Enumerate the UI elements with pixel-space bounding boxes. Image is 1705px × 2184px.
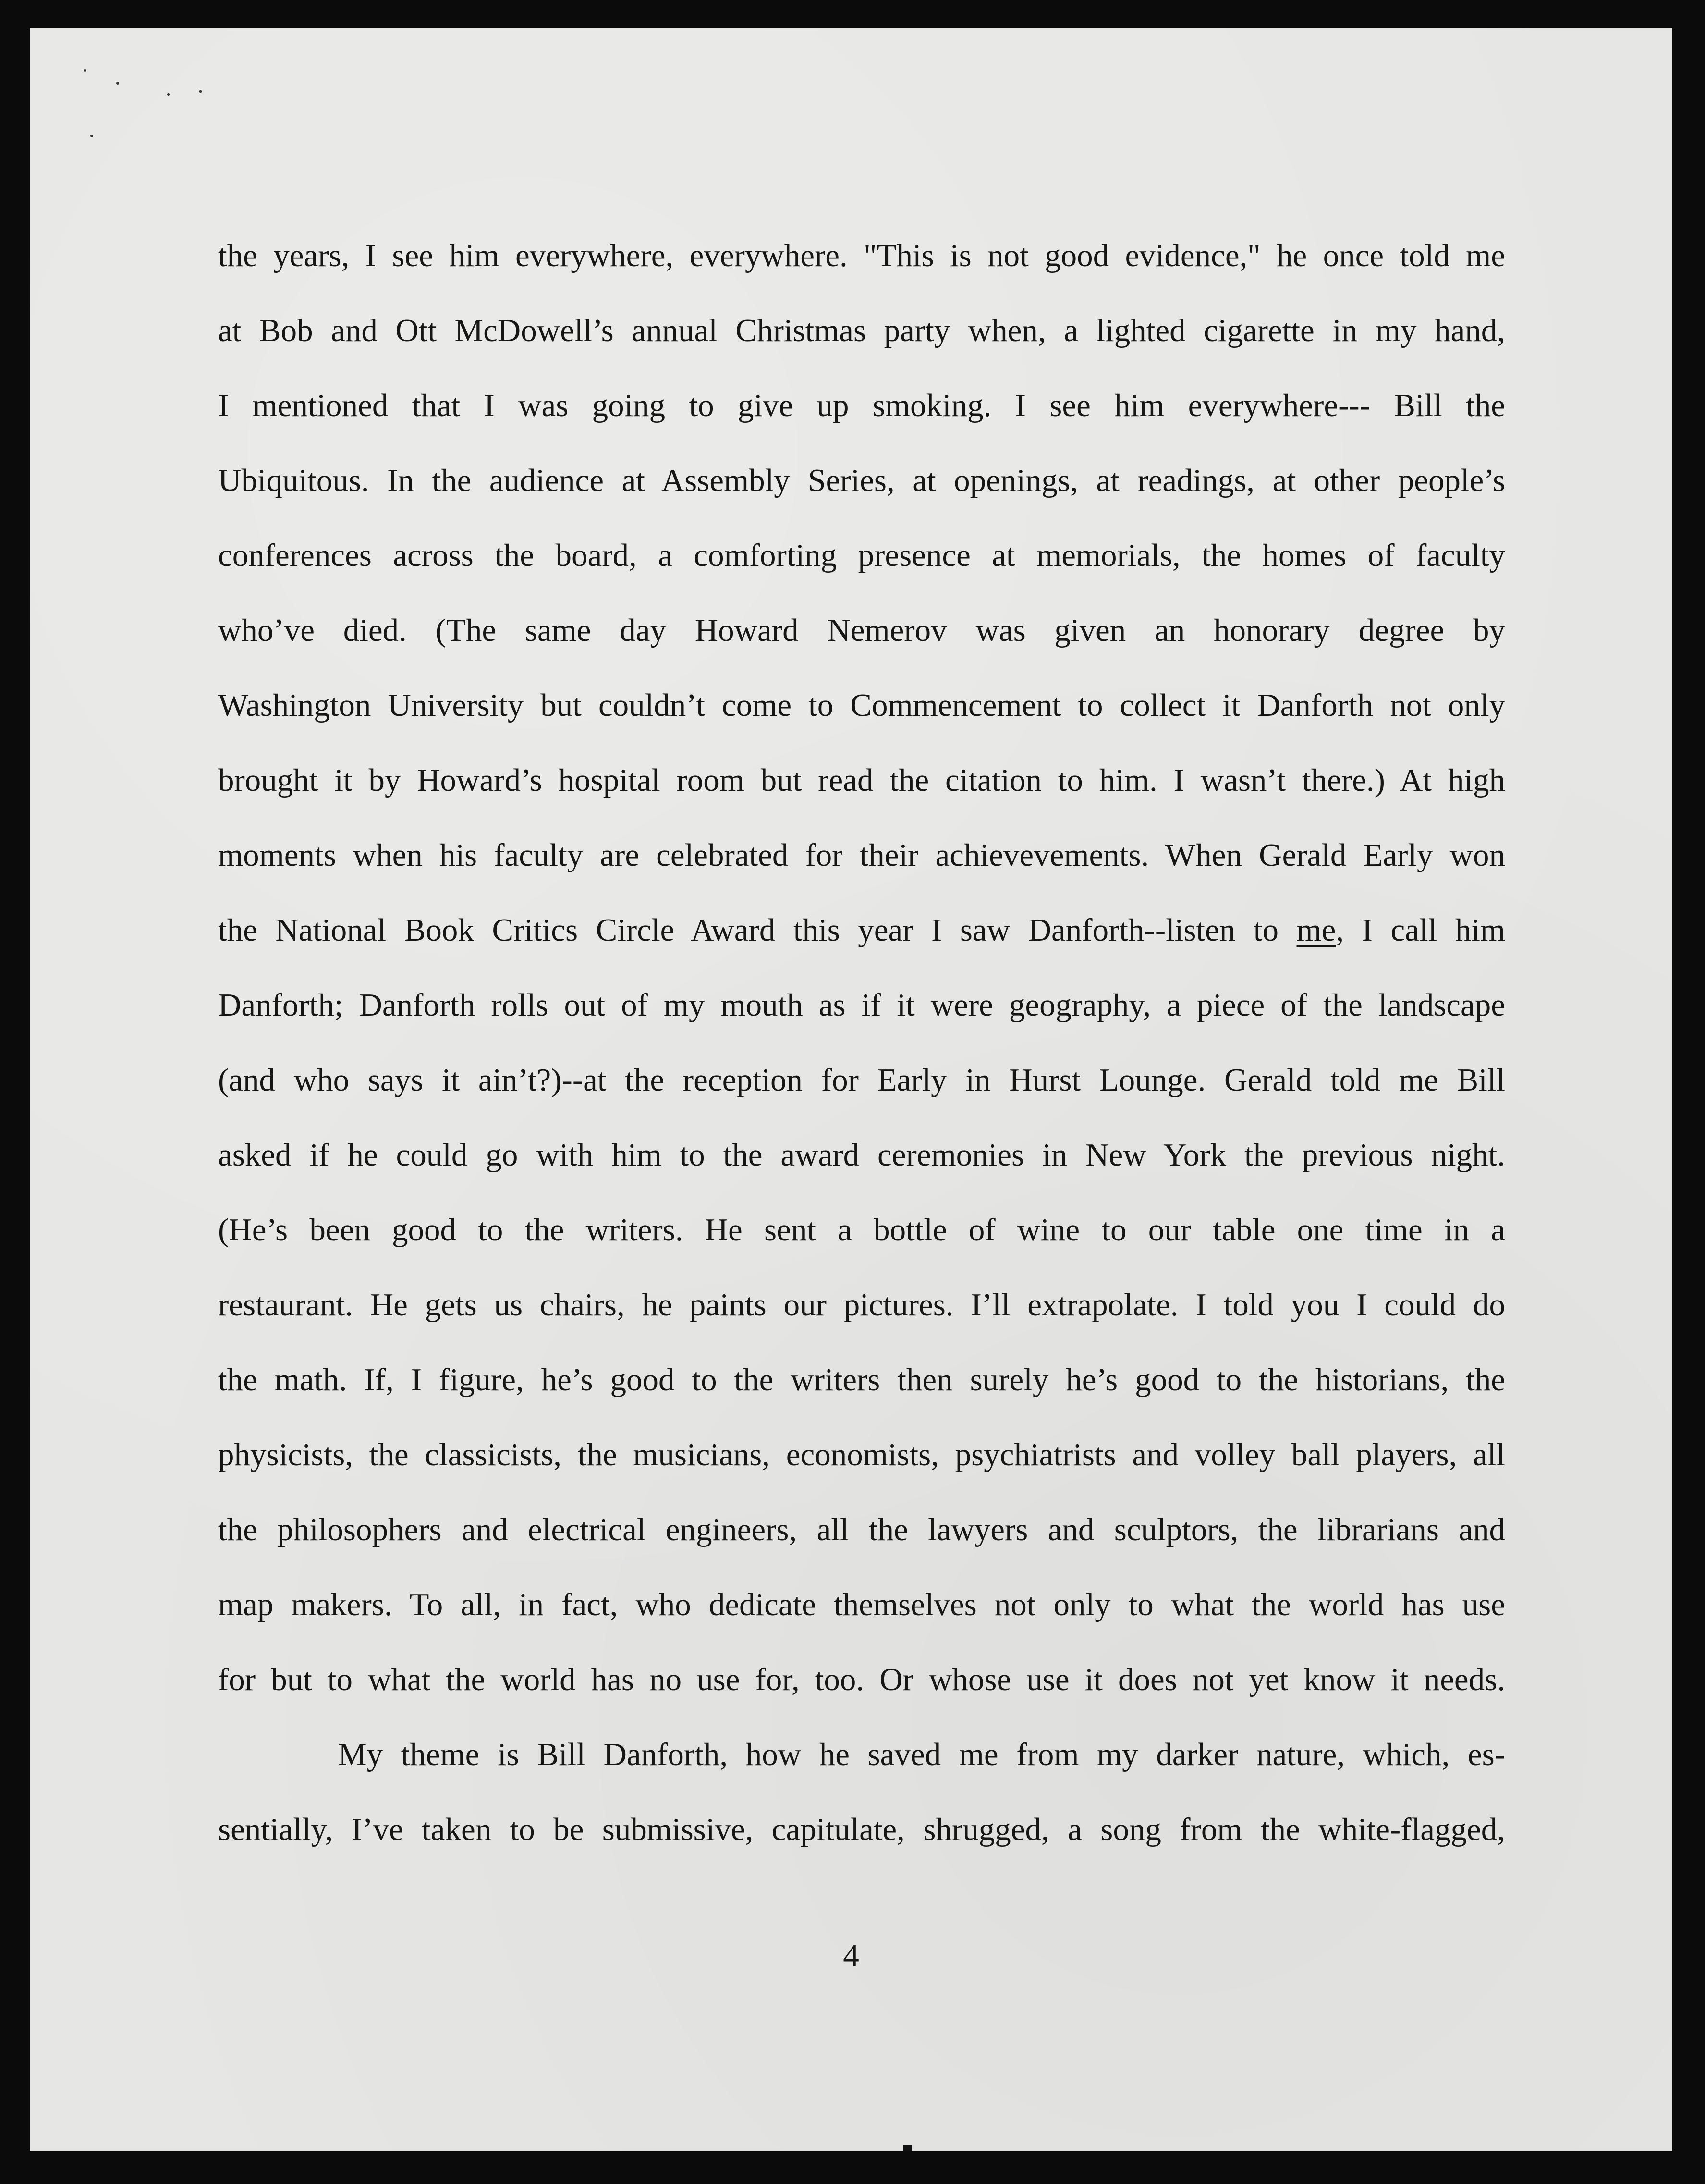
scan-speck [90, 135, 93, 137]
scan-mark [903, 2145, 912, 2151]
scan-speck [167, 93, 170, 96]
text-line: sentially, I’ve taken to be submissive, capitulate, shrugged, a song from the white-flagged, [218, 1812, 1505, 1847]
page-number: 4 [843, 1938, 859, 1973]
line-segment: , I call him [1336, 912, 1505, 948]
text-line: the math. If, I figure, he’s good to the writers then surely he’s good to the historians, the [218, 1362, 1505, 1398]
text-line: the years, I see him everywhere, everywhere. "This is not good evidence," he once told me [218, 238, 1505, 273]
text-line: (He’s been good to the writers. He sent a bottle of wine to our table one time in a [218, 1212, 1505, 1248]
body-text [218, 218, 1505, 1867]
text-line: for but to what the world has no use for, too. Or whose use it does not yet know it needs. [218, 1662, 1505, 1697]
text-line: physicists, the classicists, the musicians, economists, psychiatrists and volley ball players, all [218, 1437, 1505, 1472]
text-line: conferences across the board, a comforting presence at memorials, the homes of faculty [218, 538, 1505, 573]
text-line: map makers. To all, in fact, who dedicate themselves not only to what the world has use [218, 1587, 1505, 1622]
text-line: restaurant. He gets us chairs, he paints our pictures. I’ll extrapolate. I told you I could do [218, 1287, 1505, 1323]
document-page [30, 28, 1672, 2151]
text-line: I mentioned that I was going to give up smoking. I see him everywhere--- Bill the [218, 388, 1505, 423]
text-line: My theme is Bill Danforth, how he saved me from my darker nature, which, es- [338, 1737, 1505, 1772]
text-line: who’ve died. (The same day Howard Nemerov was given an honorary degree by [218, 613, 1505, 648]
text-line-with-underline [218, 893, 1505, 968]
text-line: Danforth; Danforth rolls out of my mouth as if it were geography, a piece of the landscape [218, 987, 1505, 1023]
line-segment: the National Book Critics Circle Award this year I saw Danforth--listen to [218, 912, 1297, 948]
text-line: moments when his faculty are celebrated for their achievevements. When Gerald Early won [218, 837, 1505, 873]
text-line: Washington University but couldn’t come to Commencement to collect it Danforth not only [218, 687, 1505, 723]
text-line: Ubiquitous. In the audience at Assembly Series, at openings, at readings, at other people’s [218, 463, 1505, 498]
underlined-word: me [1296, 912, 1336, 948]
scan-speck [116, 82, 119, 85]
scan-speck [199, 90, 202, 93]
text-line: brought it by Howard’s hospital room but read the citation to him. I wasn’t there.) At high [218, 762, 1505, 798]
scan-speck [84, 69, 86, 72]
text-line: at Bob and Ott McDowell’s annual Christmas party when, a lighted cigarette in my hand, [218, 313, 1505, 348]
text-line: (and who says it ain’t?)--at the reception for Early in Hurst Lounge. Gerald told me Bill [218, 1062, 1505, 1098]
text-line: asked if he could go with him to the award ceremonies in New York the previous night. [218, 1137, 1505, 1173]
text-line: the philosophers and electrical engineers, all the lawyers and sculptors, the librarians and [218, 1512, 1505, 1547]
